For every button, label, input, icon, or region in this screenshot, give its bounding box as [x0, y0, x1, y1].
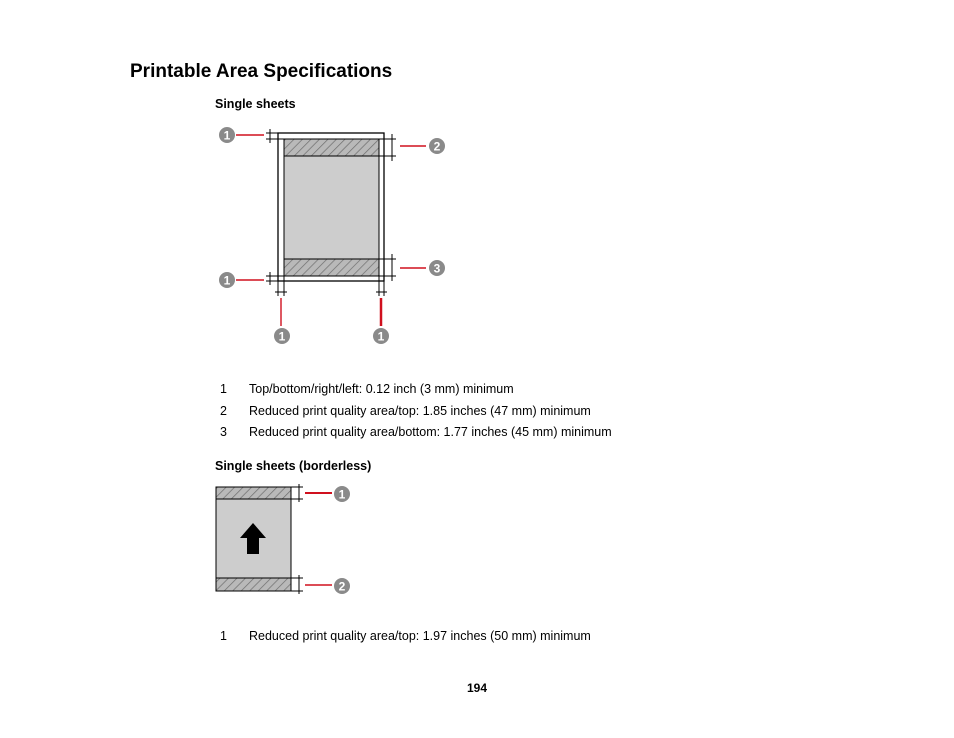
- callout-number: 1: [377, 329, 385, 344]
- reduced-quality-bottom-area: [284, 259, 379, 276]
- legend-number: 3: [220, 425, 227, 439]
- callout-number: 3: [433, 261, 441, 276]
- borderless-reduced-bottom-area: [216, 578, 291, 591]
- printable-area: [284, 139, 379, 276]
- legend-number: 1: [220, 382, 227, 396]
- legend-text: Reduced print quality area/top: 1.97 inches (50 mm) minimum: [249, 629, 591, 643]
- callout-number: 2: [338, 579, 346, 594]
- legend-number: 1: [220, 629, 227, 643]
- callout-badge: [334, 578, 350, 594]
- callout-badge: [429, 138, 445, 154]
- callout-number: 1: [223, 273, 231, 288]
- callout-badge: [219, 127, 235, 143]
- legend-number: 2: [220, 404, 227, 418]
- section-heading-borderless: Single sheets (borderless): [215, 459, 372, 473]
- section-heading-single-sheets: Single sheets: [215, 97, 296, 111]
- callout-number: 2: [433, 139, 441, 154]
- borderless-top-dimension: [291, 484, 303, 502]
- page-title: Printable Area Specifications: [130, 61, 393, 82]
- callout-number: 1: [338, 487, 346, 502]
- reduced-quality-top-area: [284, 139, 379, 156]
- callout-badge: [274, 328, 290, 344]
- callout-badge: [429, 260, 445, 276]
- page-number: 194: [466, 681, 488, 695]
- callout-number: 1: [223, 128, 231, 143]
- legend-text: Top/bottom/right/left: 0.12 inch (3 mm) minimum: [249, 382, 514, 396]
- borderless-reduced-top-area: [216, 487, 291, 499]
- legend-text: Reduced print quality area/top: 1.85 inches (47 mm) minimum: [249, 404, 591, 418]
- legend-text: Reduced print quality area/bottom: 1.77 inches (45 mm) minimum: [249, 425, 612, 439]
- callout-badge: [334, 486, 350, 502]
- borderless-bottom-dimension: [291, 575, 303, 594]
- callout-number: 1: [278, 329, 286, 344]
- callout-badge: [373, 328, 389, 344]
- callout-badge: [219, 272, 235, 288]
